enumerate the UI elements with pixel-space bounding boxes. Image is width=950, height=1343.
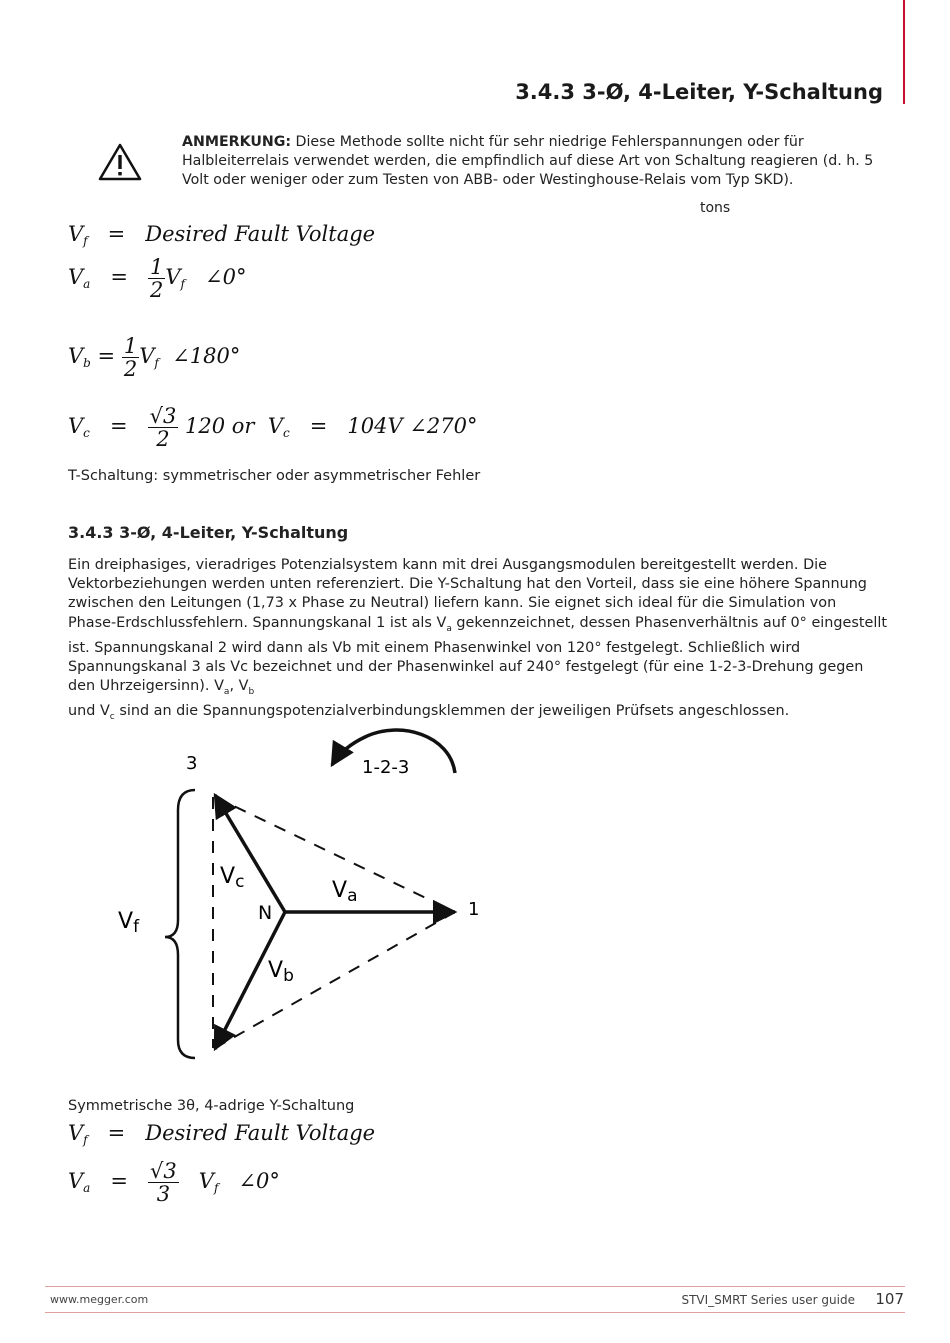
- fraction: [148, 1160, 179, 1205]
- warning-icon: [98, 143, 142, 181]
- formula-vf: [68, 222, 375, 248]
- subscript: a: [83, 1181, 91, 1195]
- brace-vf: [165, 790, 195, 1058]
- caption-t-schaltung: T-Schaltung: symmetrischer oder asymmetrischer Fehler: [68, 468, 481, 484]
- label-v: V: [118, 909, 134, 934]
- subscript: a: [223, 686, 230, 697]
- stray-text: tons: [700, 200, 731, 216]
- note-block: [182, 133, 882, 190]
- denominator: 2: [150, 278, 164, 302]
- label-v: V: [332, 878, 348, 903]
- fraction: [122, 335, 139, 380]
- note-text: Diese Methode sollte nicht für sehr niedrige Fehlerspannungen oder für Halbleiterrelais verwendet werden, die empfindlich auf diese Art von Schaltung reagieren (d. h. 5 Volt oder weniger oder zum Testen von ABB- oder Westinghouse-Relais vom Typ SKD).: [182, 134, 874, 188]
- subscript: c: [283, 426, 290, 440]
- var-v: V: [198, 1169, 214, 1193]
- label-vf: [118, 909, 140, 937]
- numerator: 1: [150, 255, 164, 279]
- var-v: V: [68, 222, 84, 246]
- footer-url: www.megger.com: [50, 1293, 149, 1306]
- denominator: 3: [156, 1182, 171, 1206]
- para-text: sind an die Spannungspotenzialverbindungsklemmen der jeweiligen Prüfsets angeschlossen.: [114, 703, 790, 720]
- label-v: V: [268, 958, 284, 983]
- footer-rule-bottom: [45, 1312, 905, 1313]
- var-v: V: [267, 414, 283, 438]
- label-sub: a: [347, 886, 358, 906]
- subscript: f: [83, 234, 88, 248]
- subscript: b: [248, 686, 255, 697]
- subscript: c: [83, 426, 90, 440]
- equals-sign: =: [110, 1169, 128, 1193]
- subscript: c: [109, 712, 115, 723]
- numerator: 1: [123, 334, 138, 358]
- footer-guide-title: STVI_SMRT Series user guide: [681, 1293, 855, 1307]
- formula-vb: [68, 335, 240, 380]
- numerator: √3: [150, 1159, 177, 1183]
- var-v: V: [139, 344, 155, 368]
- subscript: f: [180, 277, 185, 291]
- subscript: b: [83, 356, 91, 370]
- label-3: 3: [186, 753, 198, 774]
- formula-vc: [68, 405, 478, 450]
- equals-sign: =: [309, 414, 328, 438]
- equals-sign: =: [109, 414, 128, 438]
- page-title: 3.4.3 3-Ø, 4-Leiter, Y-Schaltung: [515, 80, 883, 104]
- equals-sign: =: [107, 1121, 126, 1145]
- var-v: V: [68, 1169, 84, 1193]
- var-v: V: [68, 414, 84, 438]
- subscript: f: [213, 1181, 219, 1195]
- equals-sign: =: [107, 222, 126, 246]
- var-v: V: [68, 344, 84, 368]
- section-heading: 3.4.3 3-Ø, 4-Leiter, Y-Schaltung: [68, 523, 349, 542]
- angle: ∠0°: [205, 265, 247, 289]
- var-v: V: [68, 265, 84, 289]
- vector-vc: [215, 795, 285, 912]
- section-paragraph: [68, 556, 888, 727]
- label-sub: f: [133, 917, 140, 937]
- subscript: f: [154, 356, 159, 370]
- angle: ∠180°: [172, 344, 241, 368]
- para-text: gekennzeichnet, dessen Phasenverhältnis auf 0° eingestellt ist. Spannungskanal 2 wird dann als Vb mit einem Phasenwinkel von 120° festgelegt. Schließlich wird Spannungskanal 3 als Vc bezeichnet und der Phasenwinkel auf 240° festgelegt (für eine 1-2-3-Drehung gegen den Uhrzeigersinn). V: [68, 614, 888, 695]
- label-1: 1: [468, 899, 480, 920]
- label-v: V: [220, 864, 236, 889]
- label-n: N: [258, 902, 273, 924]
- formula-va: [68, 256, 247, 301]
- para-text: Ein dreiphasiges, vieradriges Potenzialsystem kann mit drei Ausgangsmodulen bereitgestellt werden. Die Vektorbeziehungen werden unten referenziert. Die Y-Schaltung hat den Vorteil, dass sie eine höhere Spannung zwischen den Leitungen (1,73 x Phase zu Neutral) liefern kann. Sie eignet sich ideal für die Simulation von Phase-Erdschlussfehlern. Spannungskanal 1 ist als V: [68, 557, 867, 631]
- label-sub: b: [283, 966, 294, 986]
- label-rotation: 1-2-3: [362, 757, 410, 778]
- formula-rhs: Desired Fault Voltage: [145, 222, 376, 246]
- formula-rhs: 104V ∠270°: [347, 414, 478, 438]
- var-v: V: [68, 1121, 84, 1145]
- page-number: 107: [875, 1290, 904, 1308]
- equals-sign: =: [110, 265, 128, 289]
- denominator: 2: [156, 427, 170, 451]
- equals-sign: =: [97, 344, 116, 368]
- fraction: [148, 256, 165, 301]
- angle: ∠0°: [238, 1169, 280, 1193]
- formula-va-bottom: [68, 1160, 280, 1205]
- formula-rhs: Desired Fault Voltage: [145, 1121, 376, 1145]
- subscript: f: [83, 1133, 88, 1147]
- var-v: V: [165, 265, 181, 289]
- subscript: a: [446, 623, 452, 634]
- subscript: a: [83, 277, 91, 291]
- caption-y-schaltung: Symmetrische 3θ, 4-adrige Y-Schaltung: [68, 1098, 355, 1114]
- label-va: [332, 878, 357, 906]
- formula-mid: 120 or: [185, 414, 255, 438]
- denominator: 2: [123, 357, 138, 381]
- label-vb: [268, 958, 294, 986]
- label-sub: c: [235, 872, 245, 892]
- footer-rule-top: [45, 1286, 905, 1287]
- label-vc: [220, 864, 244, 892]
- para-text: und V: [68, 703, 110, 720]
- wye-vector-diagram: [100, 715, 520, 1075]
- formula-vf-bottom: [68, 1121, 375, 1147]
- header-accent-bar: [903, 0, 905, 104]
- note-label: ANMERKUNG:: [182, 134, 292, 150]
- para-text: , V: [229, 678, 249, 695]
- fraction: [148, 405, 179, 450]
- numerator: √3: [149, 404, 177, 428]
